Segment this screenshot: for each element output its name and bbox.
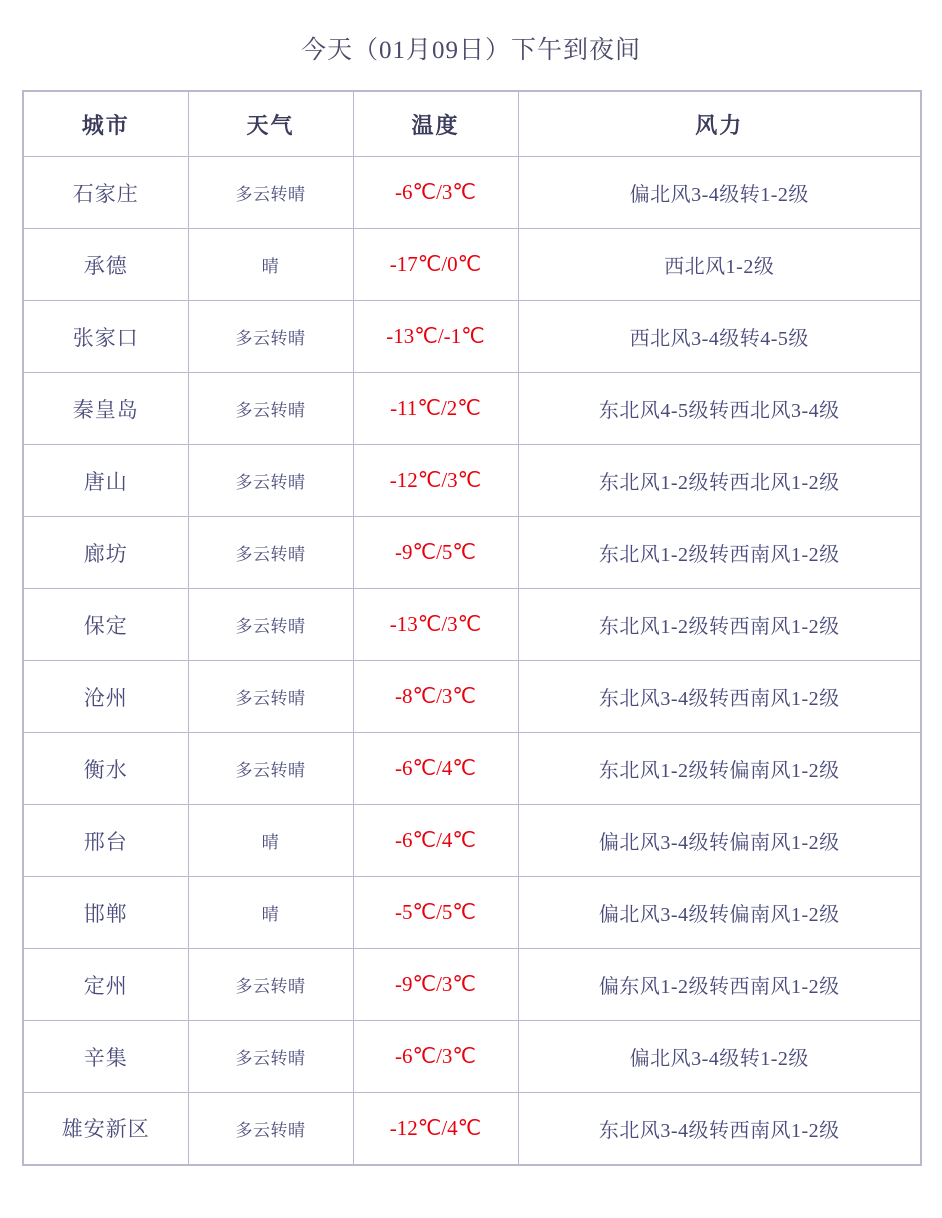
table-row — [23, 1093, 921, 1165]
table-row — [23, 1021, 921, 1093]
cell-wind: 东北风4-5级转西北风3-4级 — [518, 373, 921, 445]
cell-city: 廊坊 — [23, 517, 188, 589]
cell-city: 定州 — [23, 949, 188, 1021]
cell-temperature: -6℃/4℃ — [353, 733, 518, 805]
cell-city: 沧州 — [23, 661, 188, 733]
cell-wind: 东北风1-2级转偏南风1-2级 — [518, 733, 921, 805]
cell-temperature: -6℃/3℃ — [353, 157, 518, 229]
cell-temperature: -8℃/3℃ — [353, 661, 518, 733]
cell-city: 秦皇岛 — [23, 373, 188, 445]
table-body — [23, 157, 921, 1165]
cell-temperature: -6℃/3℃ — [353, 1021, 518, 1093]
cell-wind: 偏北风3-4级转偏南风1-2级 — [518, 877, 921, 949]
table-row — [23, 661, 921, 733]
cell-wind: 西北风3-4级转4-5级 — [518, 301, 921, 373]
cell-wind: 偏东风1-2级转西南风1-2级 — [518, 949, 921, 1021]
cell-weather: 多云转晴 — [188, 301, 353, 373]
table-row — [23, 373, 921, 445]
cell-weather: 多云转晴 — [188, 1021, 353, 1093]
table-row — [23, 589, 921, 661]
table-row — [23, 517, 921, 589]
cell-wind: 偏北风3-4级转1-2级 — [518, 1021, 921, 1093]
weather-table — [22, 90, 922, 1166]
cell-wind: 偏北风3-4级转偏南风1-2级 — [518, 805, 921, 877]
cell-wind: 东北风1-2级转西南风1-2级 — [518, 589, 921, 661]
cell-weather: 多云转晴 — [188, 589, 353, 661]
cell-wind: 西北风1-2级 — [518, 229, 921, 301]
cell-wind: 东北风3-4级转西南风1-2级 — [518, 1093, 921, 1165]
column-header-weather: 天气 — [188, 91, 353, 157]
cell-city: 邯郸 — [23, 877, 188, 949]
cell-wind: 东北风3-4级转西南风1-2级 — [518, 661, 921, 733]
cell-city: 雄安新区 — [23, 1093, 188, 1165]
cell-weather: 晴 — [188, 229, 353, 301]
cell-city: 张家口 — [23, 301, 188, 373]
table-row — [23, 157, 921, 229]
cell-city: 承德 — [23, 229, 188, 301]
cell-weather: 多云转晴 — [188, 157, 353, 229]
table-row — [23, 445, 921, 517]
column-header-wind: 风力 — [518, 91, 921, 157]
cell-temperature: -11℃/2℃ — [353, 373, 518, 445]
table-row — [23, 877, 921, 949]
column-header-temperature: 温度 — [353, 91, 518, 157]
table-row — [23, 805, 921, 877]
cell-wind: 东北风1-2级转西南风1-2级 — [518, 517, 921, 589]
cell-temperature: -17℃/0℃ — [353, 229, 518, 301]
cell-temperature: -13℃/-1℃ — [353, 301, 518, 373]
cell-weather: 多云转晴 — [188, 1093, 353, 1165]
cell-temperature: -5℃/5℃ — [353, 877, 518, 949]
cell-city: 辛集 — [23, 1021, 188, 1093]
cell-weather: 多云转晴 — [188, 445, 353, 517]
cell-temperature: -6℃/4℃ — [353, 805, 518, 877]
table-container — [0, 90, 942, 1166]
page-title: 今天（01月09日）下午到夜间 — [300, 37, 641, 64]
cell-wind: 东北风1-2级转西北风1-2级 — [518, 445, 921, 517]
cell-weather: 多云转晴 — [188, 733, 353, 805]
cell-temperature: -9℃/3℃ — [353, 949, 518, 1021]
cell-city: 石家庄 — [23, 157, 188, 229]
table-row — [23, 733, 921, 805]
cell-temperature: -9℃/5℃ — [353, 517, 518, 589]
cell-city: 唐山 — [23, 445, 188, 517]
cell-weather: 多云转晴 — [188, 949, 353, 1021]
cell-weather: 多云转晴 — [188, 517, 353, 589]
cell-temperature: -13℃/3℃ — [353, 589, 518, 661]
cell-weather: 多云转晴 — [188, 373, 353, 445]
cell-city: 保定 — [23, 589, 188, 661]
table-row — [23, 229, 921, 301]
table-header-row — [23, 91, 921, 157]
cell-weather: 晴 — [188, 877, 353, 949]
cell-temperature: -12℃/3℃ — [353, 445, 518, 517]
cell-city: 邢台 — [23, 805, 188, 877]
cell-city: 衡水 — [23, 733, 188, 805]
cell-wind: 偏北风3-4级转1-2级 — [518, 157, 921, 229]
column-header-city: 城市 — [23, 91, 188, 157]
cell-weather: 多云转晴 — [188, 661, 353, 733]
cell-weather: 晴 — [188, 805, 353, 877]
table-row — [23, 949, 921, 1021]
cell-temperature: -12℃/4℃ — [353, 1093, 518, 1165]
table-row — [23, 301, 921, 373]
table-header — [23, 91, 921, 157]
